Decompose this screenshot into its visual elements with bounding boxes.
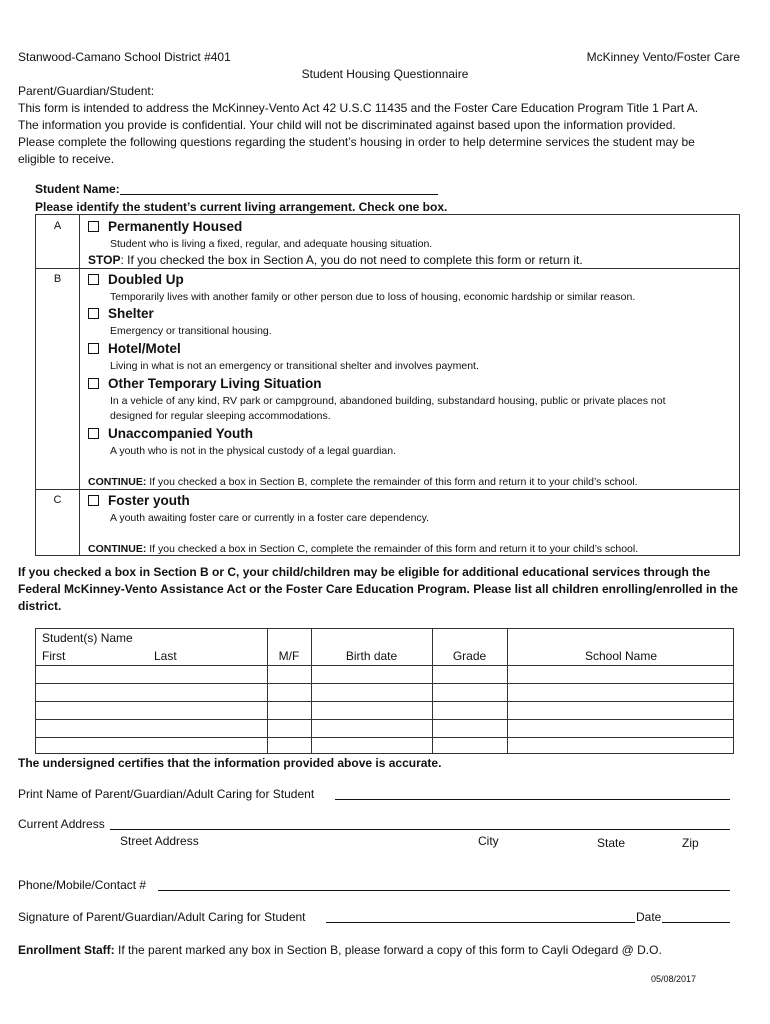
checkbox-icon[interactable] bbox=[88, 274, 99, 285]
option-hotel-motel[interactable] bbox=[88, 341, 181, 356]
eligibility-line: If you checked a box in Section B or C, your child/children may be eligible for additional educational services through the bbox=[18, 565, 711, 579]
option-description: A youth who is not in the physical custody of a legal guardian. bbox=[110, 445, 397, 457]
phone-label: Phone/Mobile/Contact # bbox=[18, 878, 147, 892]
state-caption: State bbox=[597, 836, 626, 850]
program-name: McKinney Vento/Foster Care bbox=[586, 50, 740, 64]
column-header-first: First bbox=[42, 649, 66, 663]
student-entry-row[interactable] bbox=[36, 702, 733, 719]
checkbox-icon[interactable] bbox=[88, 378, 99, 389]
section-a-letter: A bbox=[53, 220, 62, 232]
student-name-label: Student Name: bbox=[35, 182, 120, 196]
street-address-caption: Street Address bbox=[120, 834, 199, 848]
column-header-birth-date: Birth date bbox=[345, 649, 398, 663]
student-name-header: Student(s) Name bbox=[42, 631, 133, 645]
section-c-letter: C bbox=[53, 494, 62, 506]
form-title: Student Housing Questionnaire bbox=[301, 67, 469, 81]
enrollment-staff-note bbox=[18, 943, 662, 957]
signature-field[interactable] bbox=[326, 922, 635, 923]
checkbox-icon[interactable] bbox=[88, 308, 99, 319]
note-text: If you checked a box in Section C, complete the remainder of this form and return it to your child’s school. bbox=[146, 543, 639, 555]
intro-line: eligible to receive. bbox=[18, 152, 115, 166]
intro-line: This form is intended to address the McKinney-Vento Act 42 U.S.C 11435 and the Foster Care Education Program Title 1 Part A. bbox=[18, 101, 699, 115]
certification-statement: The undersigned certifies that the information provided above is accurate. bbox=[18, 756, 442, 770]
row-divider bbox=[36, 737, 733, 738]
print-name-field[interactable] bbox=[335, 799, 730, 800]
option-description: A youth awaiting foster care or currently in a foster care dependency. bbox=[110, 512, 430, 524]
note-label: CONTINUE: bbox=[88, 543, 147, 555]
option-description: Emergency or transitional housing. bbox=[110, 325, 272, 337]
option-title: Foster youth bbox=[108, 493, 190, 508]
option-foster-youth[interactable] bbox=[88, 493, 190, 508]
section-c-note bbox=[88, 543, 638, 555]
district-name: Stanwood-Camano School District #401 bbox=[18, 50, 231, 64]
option-shelter[interactable] bbox=[88, 306, 154, 321]
address-field[interactable] bbox=[110, 829, 730, 830]
print-name-label: Print Name of Parent/Guardian/Adult Caring for Student bbox=[18, 787, 315, 801]
city-caption: City bbox=[478, 834, 499, 848]
student-name-field[interactable] bbox=[120, 194, 438, 195]
note-text: : If you checked the box in Section A, you do not need to complete this form or return it. bbox=[120, 253, 583, 267]
option-description: Temporarily lives with another family or other person due to loss of housing, economic hardship or similar reason. bbox=[110, 291, 636, 303]
enrollment-staff-label: Enrollment Staff: bbox=[18, 943, 115, 957]
option-unaccompanied-youth[interactable] bbox=[88, 426, 253, 441]
checkbox-icon[interactable] bbox=[88, 221, 99, 232]
column-divider bbox=[79, 215, 80, 555]
column-header-sex: M/F bbox=[278, 649, 300, 663]
checkbox-icon[interactable] bbox=[88, 343, 99, 354]
phone-field[interactable] bbox=[158, 890, 730, 891]
option-title: Doubled Up bbox=[108, 272, 184, 287]
section-a-note bbox=[88, 253, 583, 267]
section-divider bbox=[36, 489, 739, 490]
option-title: Permanently Housed bbox=[108, 219, 243, 234]
option-permanently-housed[interactable] bbox=[88, 219, 242, 234]
student-entry-row[interactable] bbox=[36, 720, 733, 737]
option-description: designed for regular sleeping accommodations. bbox=[110, 410, 331, 422]
student-entry-row[interactable] bbox=[36, 684, 733, 701]
option-description: In a vehicle of any kind, RV park or campground, abandoned building, substandard housing, public or private places not bbox=[110, 395, 666, 407]
note-text: If you checked a box in Section B, complete the remainder of this form and return it to your child’s school. bbox=[146, 476, 638, 488]
enrollment-staff-text: If the parent marked any box in Section B, please forward a copy of this form to Cayli Odegard @ D.O. bbox=[114, 943, 662, 957]
intro-addressee: Parent/Guardian/Student: bbox=[18, 84, 155, 98]
section-b-letter: B bbox=[53, 273, 62, 285]
section-b-note bbox=[88, 476, 638, 488]
option-title: Other Temporary Living Situation bbox=[108, 376, 322, 391]
note-label: CONTINUE: bbox=[88, 476, 147, 488]
date-field[interactable] bbox=[662, 922, 730, 923]
zip-caption: Zip bbox=[682, 836, 699, 850]
option-description: Student who is living a fixed, regular, and adequate housing situation. bbox=[110, 238, 433, 250]
option-title: Unaccompanied Youth bbox=[108, 426, 254, 441]
column-header-last: Last bbox=[154, 649, 177, 663]
note-label: STOP bbox=[88, 253, 121, 267]
living-arrangement-table bbox=[35, 214, 740, 556]
option-description: Living in what is not an emergency or transitional shelter and involves payment. bbox=[110, 360, 479, 372]
address-label: Current Address bbox=[18, 817, 105, 831]
option-doubled-up[interactable] bbox=[88, 272, 184, 287]
checkbox-icon[interactable] bbox=[88, 495, 99, 506]
option-other-temporary[interactable] bbox=[88, 376, 322, 391]
eligibility-line: Federal McKinney-Vento Assistance Act or the Foster Care Education Program. Please list all children enrolling/enrolled in the bbox=[18, 582, 738, 596]
footer-date: 05/08/2017 bbox=[651, 974, 697, 984]
column-header-grade: Grade bbox=[452, 649, 487, 663]
eligibility-line: district. bbox=[18, 599, 62, 613]
column-header-school-name: School Name bbox=[584, 649, 658, 663]
living-arrangement-instruction: Please identify the student’s current living arrangement. Check one box. bbox=[35, 200, 448, 214]
student-table bbox=[35, 628, 734, 754]
intro-line: The information you provide is confidential. Your child will not be discriminated against based upon the information provided. bbox=[18, 118, 676, 132]
intro-line: Please complete the following questions regarding the student’s housing in order to help determine services the student may be bbox=[18, 135, 695, 149]
student-entry-row[interactable] bbox=[36, 666, 733, 683]
date-label: Date bbox=[636, 910, 662, 924]
checkbox-icon[interactable] bbox=[88, 428, 99, 439]
signature-label: Signature of Parent/Guardian/Adult Caring for Student bbox=[18, 910, 306, 924]
section-divider bbox=[36, 268, 739, 269]
option-title: Shelter bbox=[108, 306, 154, 321]
option-title: Hotel/Motel bbox=[108, 341, 181, 356]
